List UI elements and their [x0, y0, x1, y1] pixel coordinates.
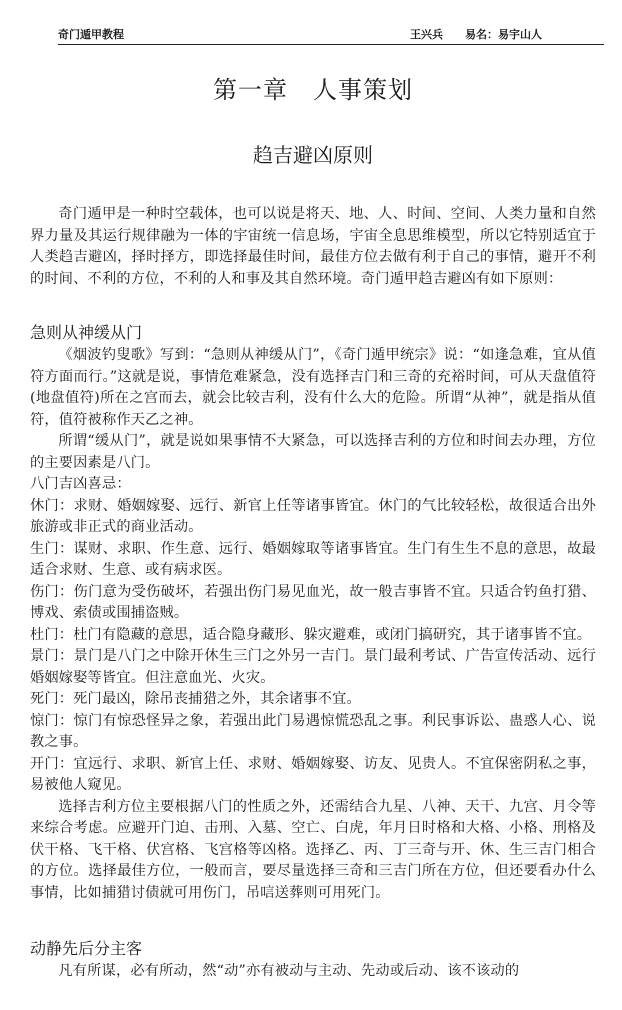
page-content [30, 70, 596, 983]
section-title: 趋吉避凶原则 [253, 143, 373, 167]
header-author: 王兴兵 易名：易宇山人 [410, 28, 542, 41]
page-header [58, 22, 604, 42]
door-item: 开门：宜远行、求职、新官上任、求财、婚姻嫁娶、访友、见贵人。不宜保密阴私之事，易被他人窥见。 [30, 755, 596, 793]
door-item: 惊门：惊门有惊恐怪异之象，若强出此门易遇惊慌恐乱之事。利民事诉讼、蛊惑人心、说教之事。 [30, 712, 596, 750]
door-item: 杜门：杜门有隐藏的意思，适合隐身藏形、躲灾避难，或闭门搞研究，其于诸事皆不宜。 [30, 626, 592, 643]
door-item: 伤门：伤门意为受伤破坏，若强出伤门易见血光，故一般吉事皆不宜。只适合钓鱼打猎、博戏、索债或围捕盗贼。 [30, 583, 596, 621]
subsection-title-2: 动静先后分主客 [30, 939, 143, 958]
subsection-title-1: 急则从神缓从门 [30, 323, 143, 342]
chapter-title: 第一章 人事策划 [213, 76, 413, 104]
paragraph: 选择吉利方位主要根据八门的性质之外，还需结合九星、八神、天干、九宫、月令等来综合考虑。应避开门迫、击刑、入墓、空亡、白虎，年月日时格和大格、小格、刑格及伏干格、飞干格、伏宫格、飞宫格等凶格。选择乙、丙、丁三奇与开、休、生三吉门相合的方位。选择最佳方位，一般而言，要尽量选择三奇和三吉门所在方位，但还要看办什么事情，比如捕猎讨债就可用伤门，吊唁送葬则可用死门。 [30, 798, 596, 901]
door-item: 生门：谋财、求职、作生意、远行、婚姻嫁取等诸事皆宜。生门有生生不息的意思，故最适合求财、生意、或有病求医。 [30, 540, 596, 578]
paragraph: 《烟波钓叟歌》写到：“急则从神缓从门”，《奇门遁甲统宗》说：“如逢急难，宜从值符方面而行。”这就是说，事情危难紧急，没有选择吉门和三奇的充裕时间，可从天盘值符(地盘值符)所在之宫而去，就会比较吉利，没有什么大的危险。所谓“从神”，就是指从值符，值符被称作天乙之神。 [30, 347, 596, 428]
intro-paragraph: 奇门遁甲是一种时空载体，也可以说是将天、地、人、时间、空间、人类力量和自然界力量及其运行规律融为一体的宇宙统一信息场，宇宙全息思维模型，所以它特别适宜于人类趋吉避凶，择时择方，即选择最佳时间，最佳方位去做有利于自己的事情，避开不利的时间、不利的方位，不利的人和事及其自然环境。奇门遁甲趋吉避凶有如下原则： [30, 206, 596, 287]
doors-heading: 八门吉凶喜忌： [30, 476, 131, 492]
paragraph: 凡有所谋，必有所动，然“动”亦有被动与主动、先动或后动、该不该动的 [58, 963, 520, 979]
door-item: 死门：死门最凶，除吊丧捕猎之外，其余诸事不宜。 [30, 691, 361, 707]
paragraph: 所谓“缓从门”，就是说如果事情不大紧急，可以选择吉利的方位和时间去办理，方位的主要因素是八门。 [30, 433, 596, 471]
header-rule [58, 44, 604, 45]
header-book-title: 奇门遁甲教程 [58, 28, 124, 41]
door-item: 景门：景门是八门之中除开休生三门之外另一吉门。景门最利考试、广告宣传活动、远行婚姻嫁娶等皆宜。但注意血光、火灾。 [30, 648, 596, 686]
door-item: 休门：求财、婚姻嫁娶、远行、新官上任等诸事皆宜。休门的气比较轻松，故很适合出外旅游或非正式的商业活动。 [30, 497, 596, 535]
